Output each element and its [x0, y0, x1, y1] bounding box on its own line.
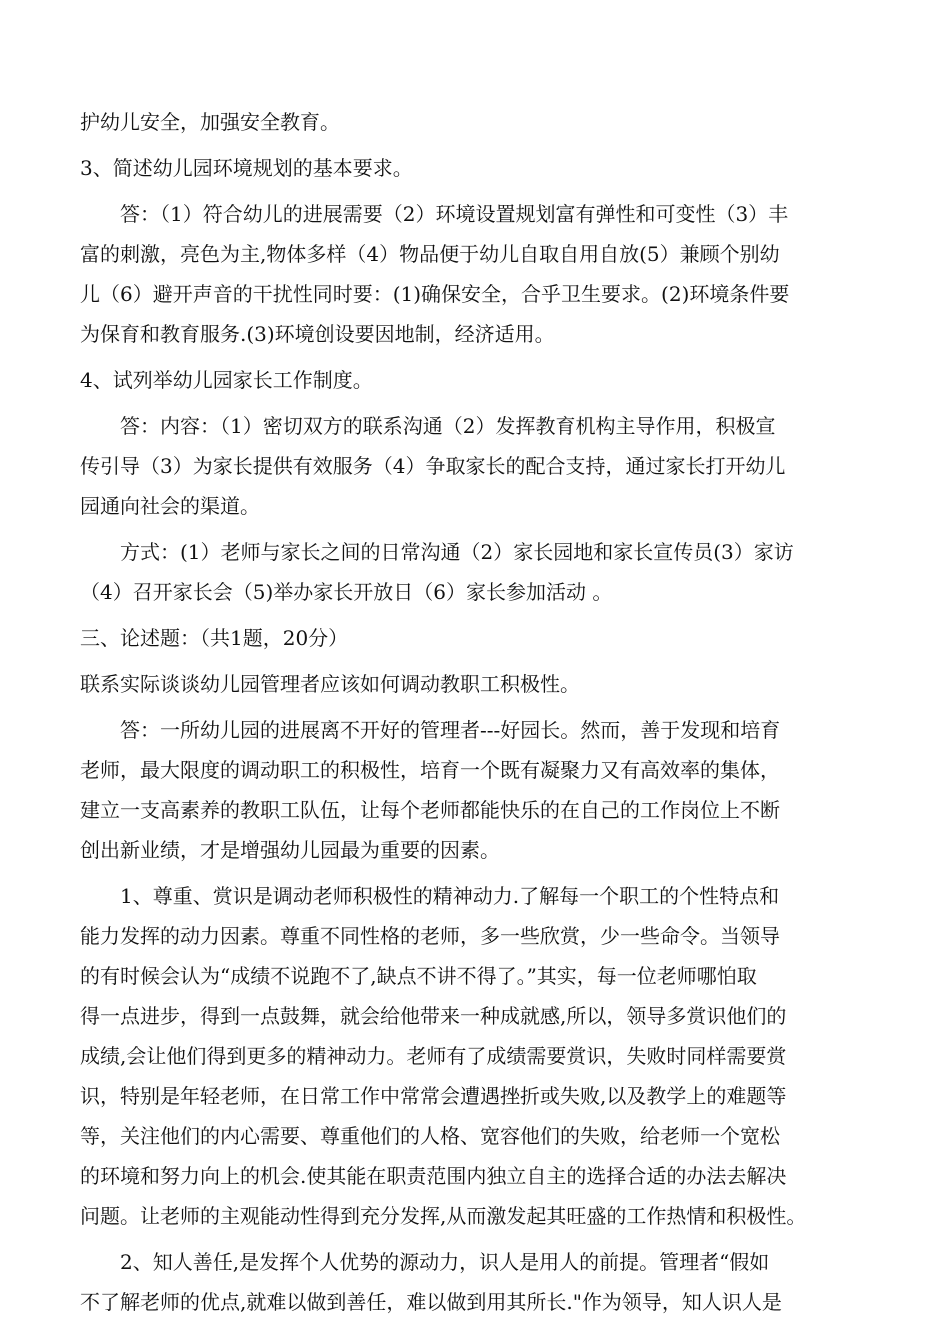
text-line: 等，关注他们的内心需要、尊重他们的人格、宽容他们的失败，给老师一个宽松 [80, 1124, 780, 1148]
text-line: 儿（6）避开声音的干扰性同时要：(1)确保安全，合乎卫生要求。(2)环境条件要 [80, 282, 790, 306]
text-line: 能力发挥的动力因素。尊重不同性格的老师，多一些欣赏，少一些命令。当领导 [80, 924, 780, 948]
paragraph [80, 618, 874, 658]
paragraph [80, 532, 874, 612]
paragraph [80, 876, 874, 1236]
text-line: 不了解老师的优点,就难以做到善任，难以做到用其所长."作为领导，知人识人是 [80, 1290, 782, 1314]
text-line: 的有时候会认为“成绩不说跑不了,缺点不讲不得了。”其实，每一位老师哪怕取 [80, 964, 757, 988]
paragraph [80, 148, 874, 188]
text-line: 答：内容：（1）密切双方的联系沟通（2）发挥教育机构主导作用，积极宣 [120, 414, 776, 438]
text-line: 建立一支高素养的教职工队伍，让每个老师都能快乐的在自己的工作岗位上不断 [80, 798, 780, 822]
text-line: 问题。让老师的主观能动性得到充分发挥,从而激发起其旺盛的工作热情和积极性。 [80, 1204, 807, 1228]
paragraph [80, 406, 874, 526]
text-line: 护幼儿安全，加强安全教育。 [80, 110, 340, 134]
text-line: 三、论述题：（共1题，20分） [80, 626, 349, 650]
paragraph [80, 1242, 874, 1322]
text-line: 1、尊重、赏识是调动老师积极性的精神动力.了解每一个职工的个性特点和 [120, 884, 780, 908]
text-line: 老师，最大限度的调动职工的积极性，培育一个既有凝聚力又有高效率的集体， [80, 758, 780, 782]
paragraph [80, 710, 874, 870]
text-line: 成绩,会让他们得到更多的精神动力。老师有了成绩需要赏识，失败时同样需要赏 [80, 1044, 787, 1068]
text-line: 园通向社会的渠道。 [80, 494, 260, 518]
text-line: 答：一所幼儿园的进展离不开好的管理者---好园长。然而，善于发现和培育 [120, 718, 781, 742]
text-line: 答：（1）符合幼儿的进展需要（2）环境设置规划富有弹性和可变性（3）丰 [120, 202, 789, 226]
paragraph [80, 194, 874, 354]
text-line: （4）召开家长会（5)举办家长开放日（6）家长参加活动 。 [80, 580, 613, 604]
paragraph [80, 360, 874, 400]
document-page [80, 102, 874, 1322]
text-line: 创出新业绩，才是增强幼儿园最为重要的因素。 [80, 838, 500, 862]
text-line: 3、简述幼儿园环境规划的基本要求。 [80, 156, 413, 180]
text-line: 传引导（3）为家长提供有效服务（4）争取家长的配合支持，通过家长打开幼儿 [80, 454, 786, 478]
text-line: 的环境和努力向上的机会.使其能在职责范围内独立自主的选择合适的办法去解决 [80, 1164, 787, 1188]
text-line: 识，特别是年轻老师，在日常工作中常常会遭遇挫折或失败,以及教学上的难题等 [80, 1084, 787, 1108]
paragraph [80, 664, 874, 704]
text-line: 方式：(1）老师与家长之间的日常沟通（2）家长园地和家长宣传员(3）家访 [120, 540, 794, 564]
text-line: 富的刺激，亮色为主,物体多样（4）物品便于幼儿自取自用自放(5）兼顾个别幼 [80, 242, 780, 266]
paragraph [80, 102, 874, 142]
text-line: 4、试列举幼儿园家长工作制度。 [80, 368, 373, 392]
text-line: 联系实际谈谈幼儿园管理者应该如何调动教职工积极性。 [80, 672, 580, 696]
text-line: 为保育和教育服务.(3)环境创设要因地制，经济适用。 [80, 322, 555, 346]
text-line: 2、知人善任,是发挥个人优势的源动力，识人是用人的前提。管理者“假如 [120, 1250, 770, 1274]
text-line: 得一点进步，得到一点鼓舞，就会给他带来一种成就感,所以，领导多赏识他们的 [80, 1004, 787, 1028]
